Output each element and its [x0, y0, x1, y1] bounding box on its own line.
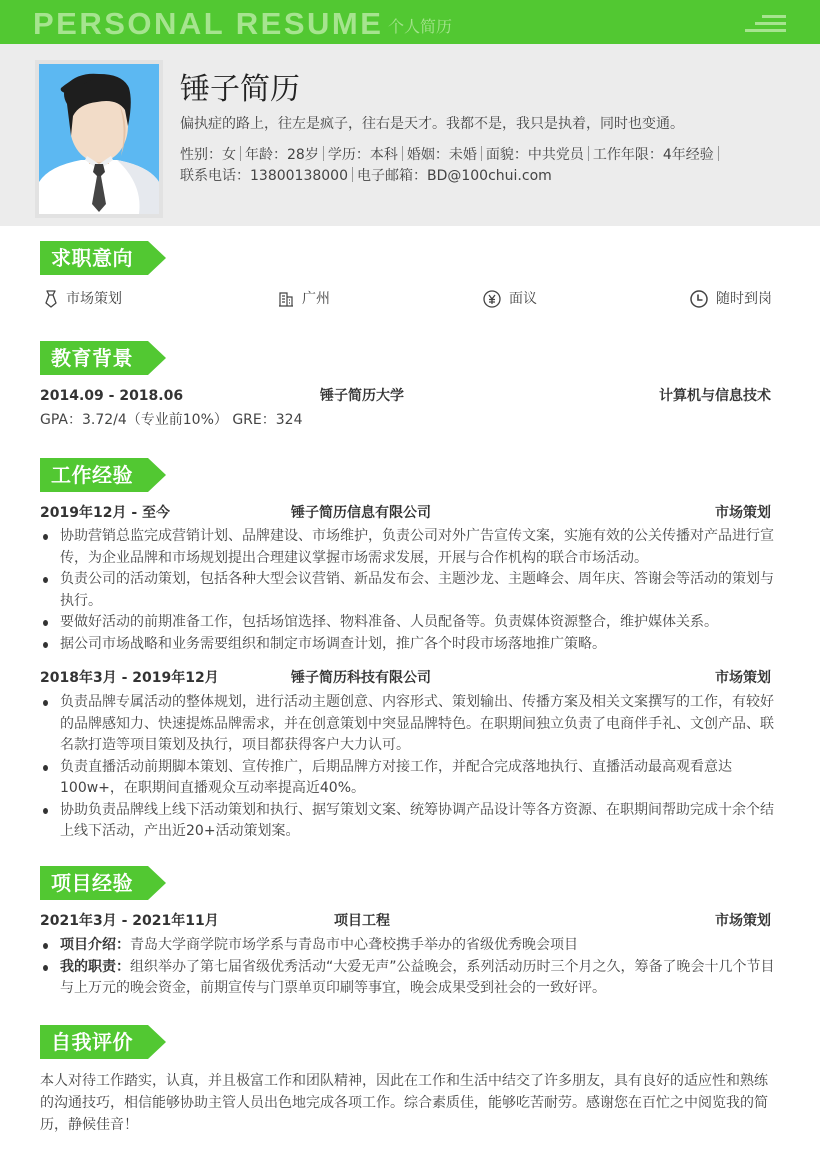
work-company: 锤子简历信息有限公司 — [291, 505, 431, 521]
list-item: 据公司市场战略和业务需要组织和制定市场调查计划，推广各个时段市场落地推广策略。 — [40, 634, 780, 656]
clock-icon — [690, 290, 708, 308]
avatar-photo — [39, 64, 159, 214]
list-item: 负责公司的活动策划，包括各种大型会议营销、新品发布会、主题沙龙、主题峰会、周年庆、答谢会等活动的策划与执行。 — [40, 569, 780, 612]
work-duties-2 — [40, 692, 780, 843]
info-work-years: 工作年限：4年经验 — [592, 147, 714, 163]
section-heading-work: 工作经验 — [40, 458, 166, 492]
education-row — [40, 386, 771, 406]
list-item: 我的职责：组织举办了第七届省级优秀活动“大爱无声”公益晚会，系列活动历时三个月之久，筹备了晚会十几个节目与上万元的晚会资金，前期宣传与门票单页印刷等事宜，晚会成果受到社会的一致好评。 — [40, 957, 780, 1000]
building-icon — [278, 291, 294, 307]
info-education: 学历：本科 — [327, 147, 398, 163]
personal-info-line — [180, 145, 723, 165]
education-scores: GPA：3.72/4（专业前10%） GRE：324 — [40, 412, 303, 428]
avatar-frame — [35, 60, 163, 218]
work-duties-1 — [40, 526, 780, 655]
info-political: 面貌：中共党员 — [485, 147, 584, 163]
list-item: 协助营销总监完成营销计划、品牌建设、市场维护，负责公司对外广告宣传文案，实施有效的公关传播对产品进行宣传，为企业品牌和市场规划提出合理建议掌握市场需求发展，开展与合作机构的联合市场活动。 — [40, 526, 780, 569]
candidate-name: 锤子简历 — [180, 72, 300, 107]
intent-position: 市场策划 — [44, 288, 122, 310]
section-heading-education: 教育背景 — [40, 341, 166, 375]
tie-icon — [44, 290, 58, 308]
avatar-illustration-icon — [39, 64, 159, 214]
list-item: 负责直播活动前期脚本策划、宣传推广，后期品牌方对接工作，并配合完成落地执行、直播活动最高观看意达 100w+，在职期间直播观众互动率提高近40%。 — [40, 757, 780, 800]
work-role: 市场策划 — [715, 670, 771, 686]
banner-title-cn: 个人简历 — [388, 17, 453, 36]
profile-header — [0, 44, 820, 226]
list-item: 要做好活动的前期准备工作，包括场馆选择、物料准备、人员配备等。负责媒体资源整合，维护媒体关系。 — [40, 612, 780, 634]
work-period: 2018年3月 - 2019年12月 — [40, 670, 219, 686]
contact-phone: 联系电话：13800138000 — [180, 168, 348, 184]
education-school: 锤子简历大学 — [320, 388, 404, 404]
work-row-2 — [40, 668, 771, 688]
self-evaluation-text: 本人对待工作踏实，认真，并且极富工作和团队精神，因此在工作和生活中结交了许多朋友，具有良好的适应性和熟练的沟通技巧，相信能够协助主管人员出色地完成各项工作。综合素质佳，能够吃苦耐劳。感谢您在百忙之中阅览我的简历，静候佳音！ — [40, 1073, 768, 1133]
list-item: 项目介绍：青岛大学商学院市场学系与青岛市中心聋校携手举办的省级优秀晚会项目 — [40, 935, 780, 957]
project-name: 项目工程 — [334, 913, 390, 929]
project-details — [40, 935, 780, 1000]
list-item: 协助负责品牌线上线下活动策划和执行、据写策划文案、统筹协调产品设计等各方资源、在职期间帮助完成十余个结上线下活动，产出近20+活动策划案。 — [40, 800, 780, 843]
work-company: 锤子简历科技有限公司 — [291, 670, 431, 686]
intent-availability: 随时到岗 — [690, 288, 772, 310]
project-role: 市场策划 — [715, 913, 771, 929]
intent-salary: 面议 — [483, 288, 537, 310]
hamburger-menu-icon[interactable] — [743, 15, 786, 33]
section-heading-self-evaluation: 自我评价 — [40, 1025, 166, 1059]
info-gender: 性别：女 — [180, 147, 236, 163]
education-major: 计算机与信息技术 — [659, 388, 771, 404]
section-heading-intent: 求职意向 — [40, 241, 166, 275]
section-heading-project: 项目经验 — [40, 866, 166, 900]
yuan-icon — [483, 290, 501, 308]
info-marital: 婚姻：未婚 — [406, 147, 477, 163]
list-item: 负责品牌专属活动的整体规划，进行活动主题创意、内容形式、策划输出、传播方案及相关文案撰写的工作，有较好的品牌感知力、快速提炼品牌需求，并在创意策划中突显品牌特色。在职期间独立负责了电商伴手礼、文创产品、联名款打造等项目策划及执行，项目都获得客户大力认可。 — [40, 692, 780, 757]
project-row — [40, 911, 771, 931]
motto: 偏执症的路上，往左是疯子，往右是天才。我都不是，我只是执着，同时也变通。 — [180, 116, 684, 132]
banner-title-en: PERSONAL RESUME — [33, 6, 384, 41]
info-age: 年龄：28岁 — [245, 147, 319, 163]
work-row-1 — [40, 503, 771, 523]
project-period: 2021年3月 - 2021年11月 — [40, 913, 219, 929]
intent-city: 广州 — [278, 288, 330, 310]
work-role: 市场策划 — [715, 505, 771, 521]
top-banner — [0, 0, 820, 44]
contact-email: 电子邮箱：BD@100chui.com — [356, 168, 552, 184]
education-period: 2014.09 - 2018.06 — [40, 388, 184, 404]
work-period: 2019年12月 - 至今 — [40, 505, 171, 521]
contact-info-line — [180, 166, 552, 186]
